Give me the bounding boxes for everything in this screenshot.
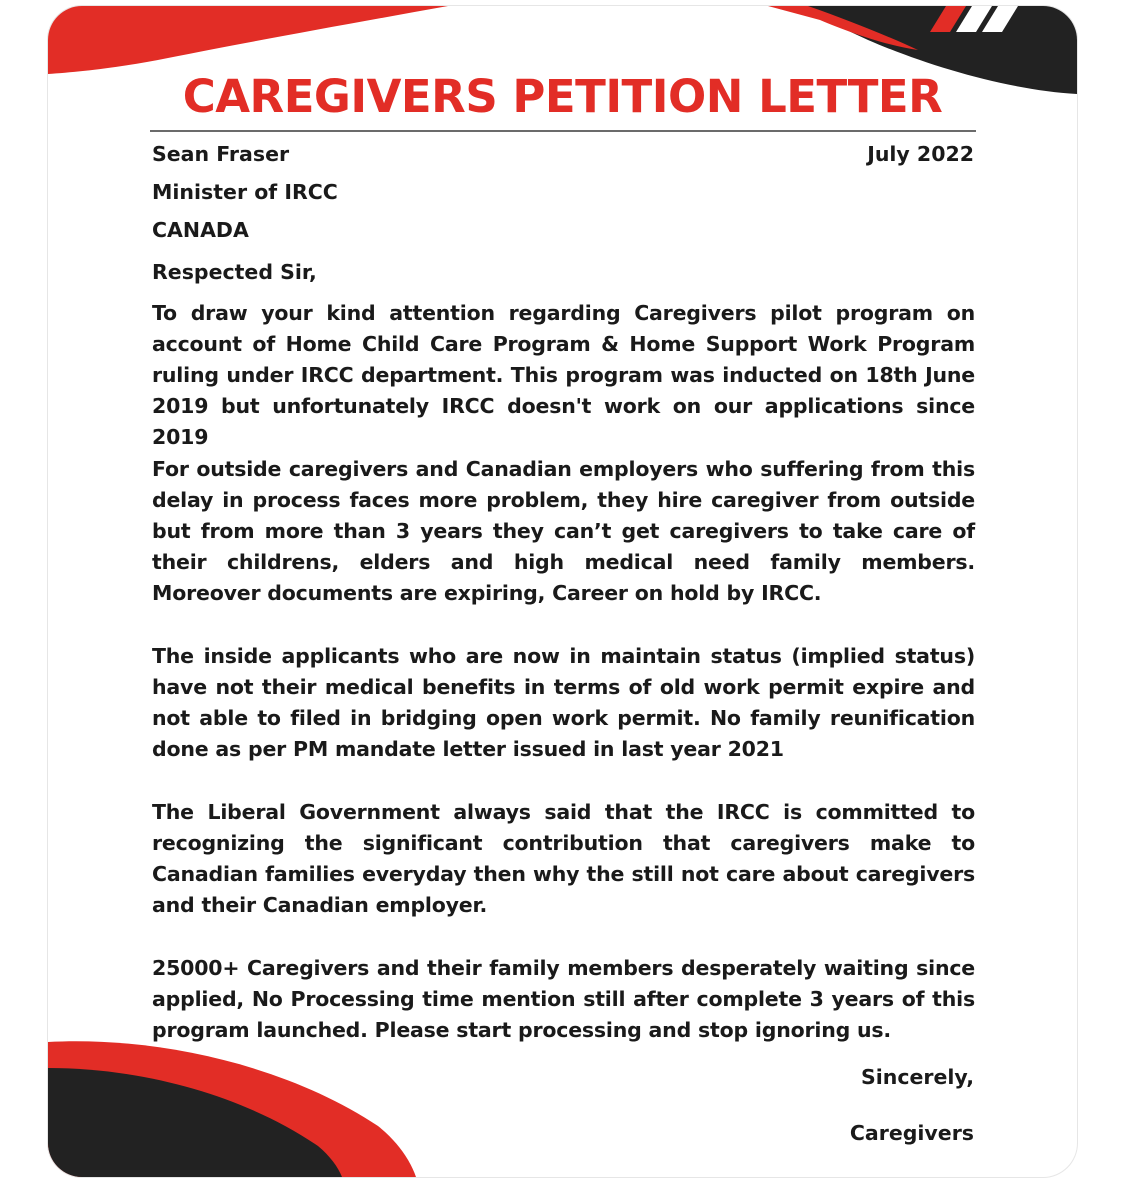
letter-paragraph: 25000+ Caregivers and their family members desperately waiting since applied, No Processing time mention still after complete 3 years of this program launched. Please start processing and stop ignoring us.	[152, 956, 975, 1042]
letter-card	[48, 6, 1077, 1177]
top-left-red-swoosh	[48, 6, 448, 74]
letter-title: CAREGIVERS PETITION LETTER	[182, 70, 943, 123]
recipient-title: Minister of IRCC	[152, 180, 338, 204]
letter-paragraph: The inside applicants who are now in maintain status (implied status) have not their medical benefits in terms of old work permit expire and not able to filed in bridging open work permit. No family reunification done as per PM mandate letter issued in last year 2021	[152, 644, 975, 761]
letter-date: July 2022	[867, 142, 974, 166]
letter-paragraph: To draw your kind attention regarding Caregivers pilot program on account of Home Child Care Program & Home Support Work Program ruling under IRCC department. This program was inducted on 18th June 2019 but unfortunately IRCC doesn't work on our applications since 2019	[152, 301, 975, 449]
signature: Caregivers	[849, 1121, 974, 1145]
letter-paragraph: The Liberal Government always said that the IRCC is committed to recognizing the significant contribution that caregivers make to Canadian families everyday then why the still not care about caregivers and their Canadian employer.	[152, 800, 975, 917]
salutation: Respected Sir,	[152, 260, 317, 284]
recipient-name: Sean Fraser	[152, 142, 290, 166]
title-divider	[150, 130, 976, 132]
letter-paragraph: For outside caregivers and Canadian employers who suffering from this delay in process faces more problem, they hire caregiver from outside but from more than 3 years they can’t get caregivers to take care of their childrens, elders and high medical need family members. Moreover documents are expiring, Career on hold by IRCC.	[152, 457, 975, 605]
closing: Sincerely,	[860, 1065, 974, 1089]
recipient-country: CANADA	[152, 218, 249, 242]
